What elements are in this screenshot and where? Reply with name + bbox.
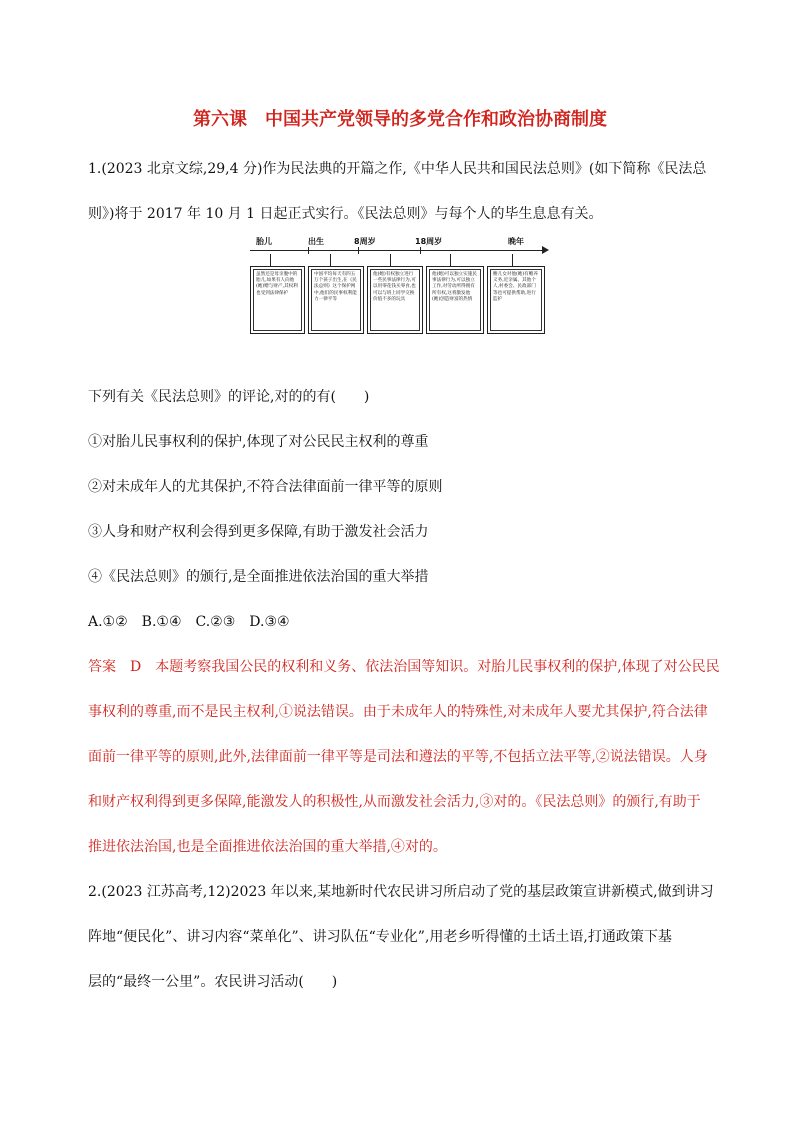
timeline-box-text: 他(她)可以独立实施民事法律行为,可以独立工作,对劳动所得拥有所有权,这将激发他(她)创造财富的热情 (429, 269, 481, 331)
q1-line-2: 则》)将于 2017 年 10 月 1 日起正式实行。《民法总则》与每个人的毕生息息有关。 (88, 206, 603, 222)
answer-line-1: 答案 D 本题考察我国公民的权利和义务、依法治国等知识。对胎儿民事权利的保护,体现了对公民民 (88, 659, 720, 675)
timeline-figure (250, 236, 550, 344)
timeline-connector (270, 254, 271, 266)
timeline-box-text: 中国平均每天有四五万个孩子出生,在《民法总则》这个保护网中,他们的民事权利能力一律平等 (311, 269, 361, 331)
answer-line-2: 事权利的尊重,而不是民主权利,①说法错误。由于未成年人的特殊性,对未成年人要尤其保护,符合法律 (88, 704, 708, 720)
timeline-connector (512, 254, 513, 266)
q2-line-1: 2.(2023 江苏高考,12)2023 年以来,某地新时代农民讲习所启动了党的基层政策宣讲新模式,做到讲习 (88, 884, 714, 900)
q1-choices: A.①② B.①④ C.②③ D.③④ (88, 614, 290, 630)
timeline-tick (420, 247, 421, 254)
timeline-label-18: 18周岁 (415, 237, 443, 246)
timeline-axis (250, 250, 544, 251)
timeline-box-text: 虽然还是母亲腹中的胎儿,如果有人向他(她)赠与财产,其权利也受到法律保护 (253, 269, 302, 331)
q1-option-3: ③人身和财产权利会得到更多保障,有助于激发社会活力 (88, 524, 429, 540)
q1-stem: 下列有关《民法总则》的评论,对的的有( ) (88, 389, 370, 405)
timeline-connector (390, 254, 391, 266)
q1-option-1: ①对胎儿民事权利的保护,体现了对公民民主权利的尊重 (88, 434, 429, 450)
timeline-label-old-age: 晚年 (508, 237, 524, 246)
answer-line-3: 面前一律平等的原则,此外,法律面前一律平等是司法和遵法的平等,不包括立法平等,②说法错误。人身 (88, 749, 708, 765)
timeline-tick (358, 247, 359, 254)
timeline-connector (450, 254, 451, 266)
lesson-title: 第六课 中国共产党领导的多党合作和政治协商制度 (193, 109, 607, 130)
timeline-box-text: 赡儿女对他(她)有赡养义务,近亲属、其他个人,村委会、民政部门等也可提供帮助,进行监护 (490, 269, 542, 331)
timeline-label-fetus: 胎儿 (256, 237, 272, 246)
timeline-box-8 (367, 266, 423, 334)
q1-option-2: ②对未成年人的尤其保护,不符合法律面前一律平等的原则 (88, 479, 443, 495)
timeline-connector (330, 254, 331, 266)
q2-line-3: 层的“最终一公里”。农民讲习活动( ) (88, 974, 338, 990)
q1-line-1: 1.(2023 北京文综,29,4 分)作为民法典的开篇之作,《中华人民共和国民法总则》(如下简称《民法总 (88, 161, 707, 177)
timeline-label-birth: 出生 (308, 237, 324, 246)
answer-line-5: 推进依法治国,也是全面推进依法治国的重大举措,④对的。 (88, 839, 447, 855)
answer-line-4: 和财产权利得到更多保障,能激发人的积极性,从而激发社会活力,③对的。《民法总则》的颁行,有助于 (88, 794, 701, 810)
timeline-box-fetus (250, 266, 305, 334)
q1-option-4: ④《民法总则》的颁行,是全面推进依法治国的重大举措 (88, 569, 429, 585)
timeline-arrowhead (542, 246, 549, 254)
timeline-label-8: 8周岁 (354, 237, 376, 246)
q2-line-2: 阵地“便民化”、讲习内容“菜单化”、讲习队伍“专业化”,用老乡听得懂的土话土语,打通政策下基 (88, 929, 672, 945)
timeline-box-old-age (487, 266, 545, 334)
timeline-box-text: 他(她)有权独立进行一些民事法律行为,可以用零花钱买零食,也可以与班上同学交换价值不多的玩具 (370, 269, 420, 331)
timeline-tick (308, 247, 309, 254)
timeline-box-18 (426, 266, 484, 334)
timeline-box-birth (308, 266, 364, 334)
